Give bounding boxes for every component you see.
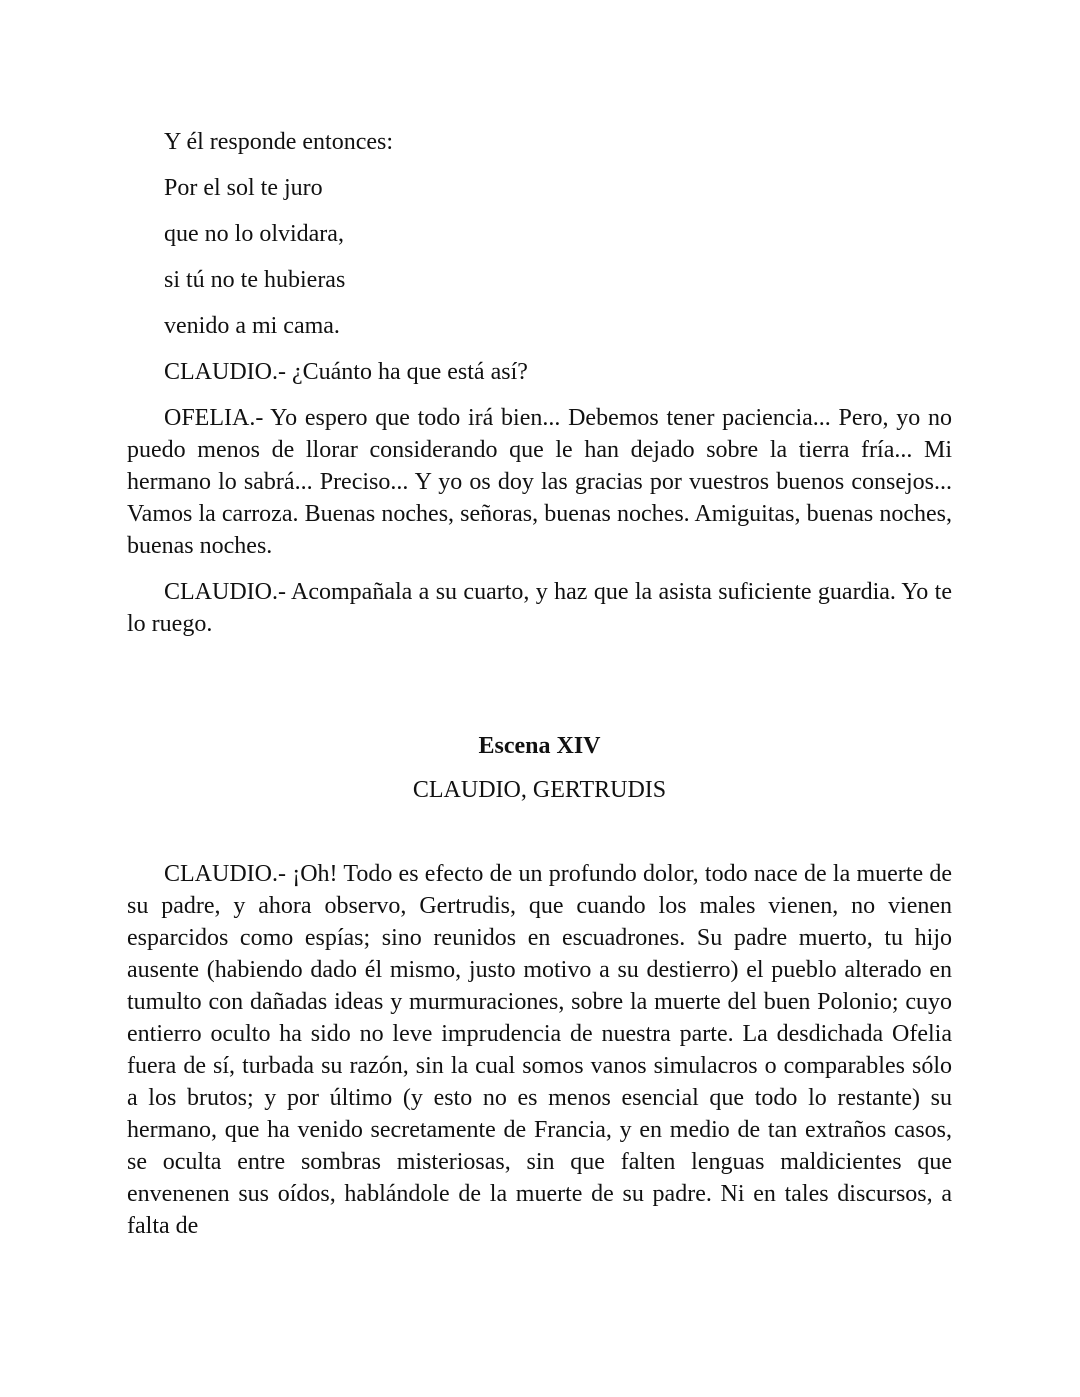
dialogue-line: CLAUDIO.- ¿Cuánto ha que está así?: [164, 359, 528, 385]
verse-line: Por el sol te juro: [164, 175, 323, 201]
scene-characters: CLAUDIO, GERTRUDIS: [412, 777, 667, 803]
verse-line: si tú no te hubieras: [164, 267, 346, 293]
scene-title: Escena XIV: [478, 733, 601, 759]
verse-line: que no lo olvidara,: [164, 221, 344, 247]
dialogue-paragraph-ofelia: OFELIA.- Yo espero que todo irá bien... Debemos tener paciencia... Pero, yo no puedo menos de llorar considerando que le han dejado sobre la tierra fría... Mi hermano lo sabrá... Preciso... Y yo os doy las gracias por vuestros buenos consejos... Vamos la carroza. Buenas noches, señoras, buenas noches. Amiguitas, buenas noches, buenas noches.: [127, 405, 952, 559]
dialogue-paragraph-claudio-speech: CLAUDIO.- ¡Oh! Todo es efecto de un profundo dolor, todo nace de la muerte de su padre, y ahora observo, Gertrudis, que cuando los males vienen, no vienen esparcidos como espías; sino reunidos en escuadrones. Su padre muerto, tu hijo ausente (habiendo dado él mismo, justo motivo a su destierro) el pueblo alterado en tumulto con dañadas ideas y murmuraciones, sobre la muerte del buen Polonio; cuyo entierro oculto ha sido no leve imprudencia de nuestra parte. La desdichada Ofelia fuera de sí, turbada su razón, sin la cual somos vanos simulacros o comparables sólo a los brutos; y por último (y esto no es menos esencial que todo lo restante) su hermano, que ha venido secretamente de Francia, y en medio de tan extraños casos, se oculta entre sombras misteriosas, sin que falten lenguas maldicientes que envenenen sus oídos, hablándole de la muerte de su padre. Ni en tales discursos, a falta de: [127, 861, 952, 1239]
verse-line: Y él responde entonces:: [164, 129, 394, 155]
document-page: [127, 126, 952, 1242]
verse-line: venido a mi cama.: [164, 313, 340, 339]
dialogue-paragraph-claudio: CLAUDIO.- Acompañala a su cuarto, y haz que la asista suficiente guardia. Yo te lo ruego.: [127, 579, 952, 637]
